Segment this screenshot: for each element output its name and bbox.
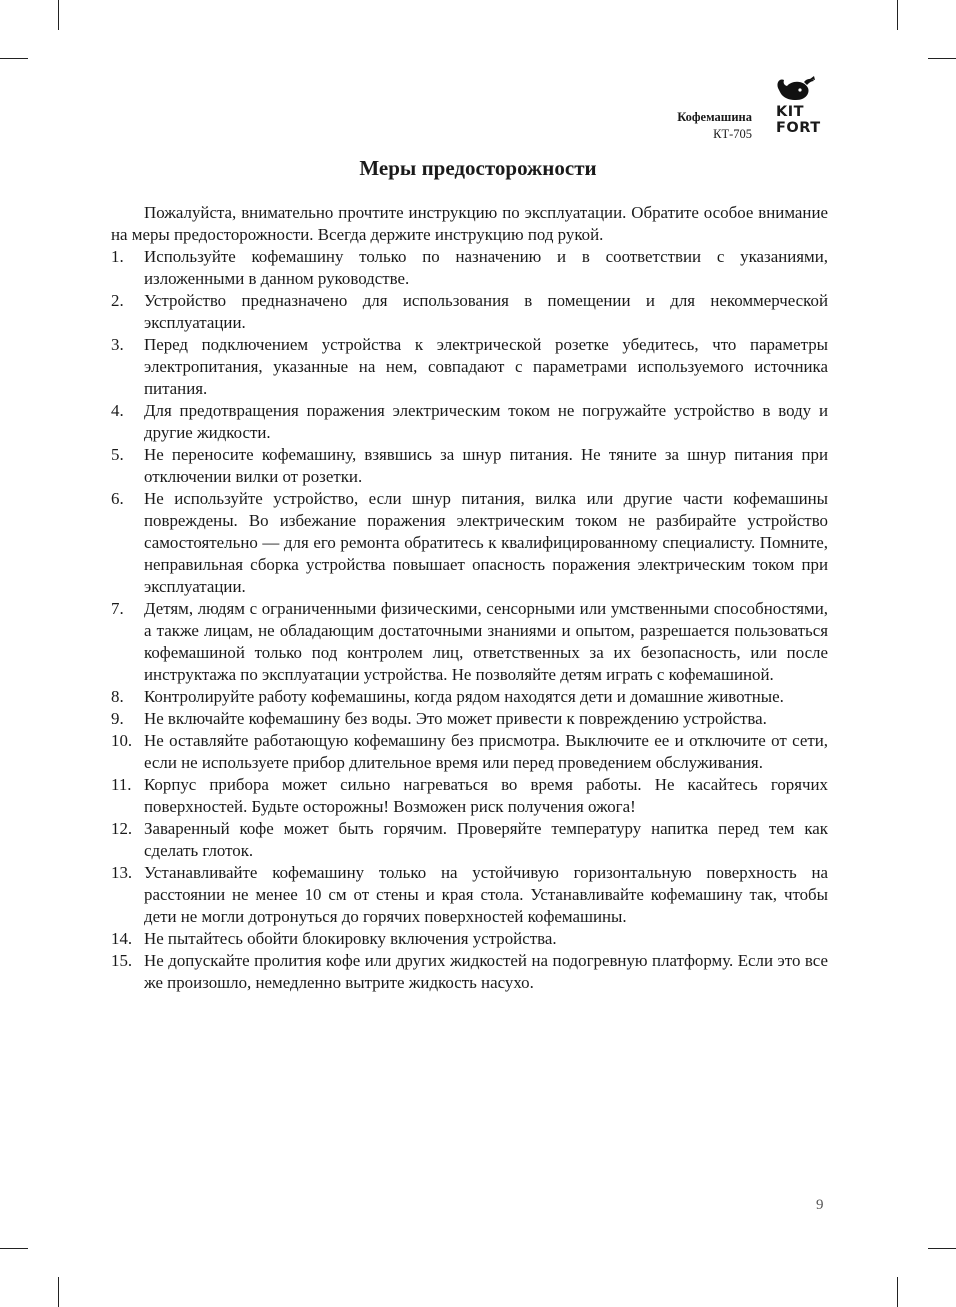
item-number: 14. (111, 929, 133, 948)
crop-mark (928, 1248, 956, 1249)
intro-paragraph: Пожалуйста, внимательно прочтите инструкцию по эксплуатации. Обратите особое внимание на меры предосторожности. Всегда держите инструкцию под рукой. (111, 203, 828, 244)
page-number: 9 (816, 1197, 824, 1213)
item-text: Устройство предназначено для использования в помещении и для некоммерческой эксплуатации. (144, 291, 828, 332)
item-number: 8. (111, 687, 124, 706)
crop-mark (0, 58, 28, 59)
list-item (111, 444, 828, 488)
crop-mark (0, 1248, 28, 1249)
list-item (111, 950, 828, 994)
page-title: Меры предосторожности (359, 156, 597, 180)
list-item (111, 774, 828, 818)
item-text: Используйте кофемашину только по назначению и в соответствии с указаниями, изложенными в данном руководстве. (144, 247, 828, 288)
crop-mark (897, 1277, 898, 1307)
list-item (111, 686, 828, 708)
list-item (111, 334, 828, 400)
item-text: Корпус прибора может сильно нагреваться во время работы. Не касайтесь горячих поверхностей. Будьте осторожны! Возможен риск получения ожога! (144, 775, 828, 816)
document-body (111, 202, 828, 994)
brand-name (776, 104, 821, 136)
item-text: Детям, людям с ограниченными физическими, сенсорными или умственными способностями, а также лицам, не обладающим достаточными знаниями и опытом, разрешается пользоваться кофемашиной только под контролем лиц, ответственных за их безопасность, или после инструктажа по эксплуатации устройства. Не позволяйте детям играть с кофемашиной. (144, 599, 828, 684)
brand-logo (766, 74, 832, 142)
item-number: 5. (111, 445, 124, 464)
item-number: 1. (111, 247, 124, 266)
item-text: Заваренный кофе может быть горячим. Проверяйте температуру напитка перед тем как сделать глоток. (144, 819, 828, 860)
crop-mark (897, 0, 898, 30)
item-number: 6. (111, 489, 124, 508)
item-text: Не включайте кофемашину без воды. Это может привести к повреждению устройства. (144, 709, 767, 728)
page-header (620, 74, 832, 144)
list-item (111, 862, 828, 928)
item-number: 12. (111, 819, 133, 838)
crop-mark (928, 58, 956, 59)
item-number: 11. (111, 775, 132, 794)
item-number: 2. (111, 291, 124, 310)
precautions-list (111, 246, 828, 994)
list-item (111, 400, 828, 444)
item-number: 15. (111, 951, 133, 970)
item-text: Не пытайтесь обойти блокировку включения устройства. (144, 929, 557, 948)
product-info (677, 109, 752, 143)
product-name: Кофемашина (677, 110, 752, 124)
list-item (111, 488, 828, 598)
item-text: Не допускайте пролития кофе или других жидкостей на подогревную платформу. Если это все же произошло, немедленно вытрите жидкость насухо. (144, 951, 828, 992)
item-text: Для предотвращения поражения электрическим током не погружайте устройство в воду и другие жидкости. (144, 401, 828, 442)
item-number: 7. (111, 599, 124, 618)
item-text: Не используйте устройство, если шнур питания, вилка или другие части кофемашины повреждены. Во избежание поражения электрическим током не разбирайте устройство самостоятельно — для его ремонта обратитесь к квалифицированному специалисту. Помните, неправильная сборка устройства повышает опасность поражения электрическим током при эксплуатации. (144, 489, 828, 596)
list-item (111, 818, 828, 862)
item-text: Перед подключением устройства к электрической розетке убедитесь, что параметры электропитания, указанные на нем, совпадают с параметрами используемого источника питания. (144, 335, 828, 398)
whale-icon (774, 76, 818, 104)
item-number: 3. (111, 335, 124, 354)
brand-line2: FORT (776, 120, 821, 136)
brand-line1: KIT (776, 104, 805, 120)
item-text: Устанавливайте кофемашину только на устойчивую горизонтальную поверхность на расстоянии не менее 10 см от стены и края стола. Устанавливайте кофемашину так, чтобы дети не могли дотронуться до горячих поверхностей кофемашины. (144, 863, 828, 926)
list-item (111, 730, 828, 774)
crop-mark (58, 0, 59, 30)
list-item (111, 928, 828, 950)
crop-mark (58, 1277, 59, 1307)
list-item (111, 708, 828, 730)
item-number: 10. (111, 731, 133, 750)
list-item (111, 246, 828, 290)
list-item (111, 290, 828, 334)
item-text: Контролируйте работу кофемашины, когда рядом находятся дети и домашние животные. (144, 687, 784, 706)
item-number: 4. (111, 401, 124, 420)
item-number: 9. (111, 709, 124, 728)
item-number: 13. (111, 863, 133, 882)
model-number: КТ-705 (713, 127, 752, 141)
item-text: Не переносите кофемашину, взявшись за шнур питания. Не тяните за шнур питания при отключении вилки от розетки. (144, 445, 828, 486)
item-text: Не оставляйте работающую кофемашину без присмотра. Выключите ее и отключите от сети, если не используете прибор длительное время или перед проведением обслуживания. (144, 731, 828, 772)
list-item (111, 598, 828, 686)
